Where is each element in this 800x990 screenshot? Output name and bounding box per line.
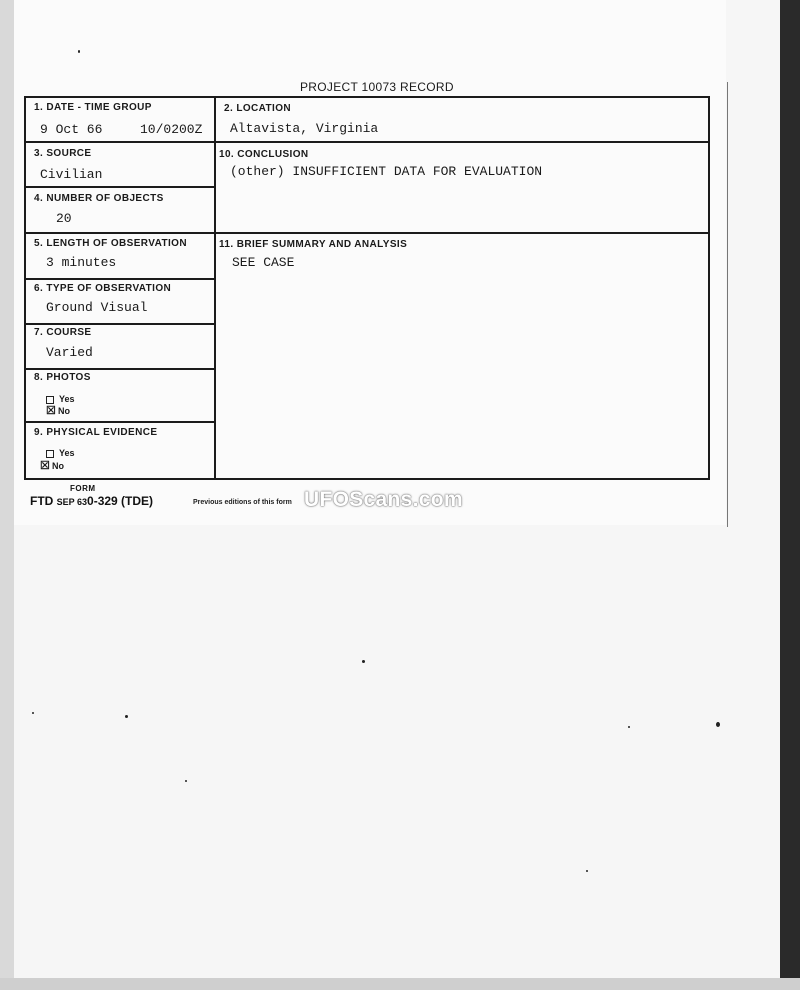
form-date: SEP 63 bbox=[56, 497, 88, 507]
form-right-edge bbox=[727, 82, 728, 527]
scan-edge-bottom bbox=[0, 978, 800, 990]
date-time-group-label: 1. DATE - TIME GROUP bbox=[34, 102, 152, 113]
brief-summary-label: 11. BRIEF SUMMARY AND ANALYSIS bbox=[219, 239, 408, 250]
photos-yes-option: Yes bbox=[46, 394, 75, 404]
source-label: 3. SOURCE bbox=[34, 148, 92, 159]
location-label: 2. LOCATION bbox=[224, 103, 291, 114]
form-identifier bbox=[30, 494, 153, 508]
row-divider bbox=[26, 323, 216, 325]
type-of-observation-label: 6. TYPE OF OBSERVATION bbox=[34, 283, 172, 294]
number-of-objects-value: 20 bbox=[56, 211, 72, 226]
time-value: 10/0200Z bbox=[140, 122, 203, 137]
brief-summary-value: SEE CASE bbox=[232, 255, 295, 270]
physical-evidence-yes-option: Yes bbox=[46, 448, 75, 458]
number-of-objects-label: 4. NUMBER OF OBJECTS bbox=[34, 193, 164, 204]
type-of-observation-value: Ground Visual bbox=[46, 300, 148, 315]
row-divider bbox=[26, 186, 216, 188]
record-title: PROJECT 10073 RECORD bbox=[300, 80, 454, 94]
scan-edge-right bbox=[780, 0, 800, 990]
length-of-observation-label: 5. LENGTH OF OBSERVATION bbox=[34, 238, 187, 249]
form-id: FTD bbox=[30, 494, 54, 508]
scan-speck bbox=[628, 726, 630, 728]
checkbox-empty-icon bbox=[46, 396, 54, 404]
watermark: UFOScans.com bbox=[304, 488, 463, 511]
photos-label: 8. PHOTOS bbox=[34, 372, 91, 383]
record-form-grid bbox=[24, 96, 710, 480]
scan-edge-left bbox=[0, 0, 14, 990]
row-divider bbox=[26, 232, 708, 234]
scan-speck bbox=[32, 712, 34, 714]
photos-no-option: ☒ No bbox=[46, 405, 70, 417]
course-value: Varied bbox=[46, 345, 93, 360]
checkbox-checked-icon: ☒ bbox=[46, 405, 56, 417]
row-divider bbox=[26, 141, 708, 143]
source-value: Civilian bbox=[40, 167, 103, 182]
row-divider bbox=[26, 368, 216, 370]
physical-evidence-label: 9. PHYSICAL EVIDENCE bbox=[34, 427, 158, 438]
scan-speck bbox=[125, 715, 128, 718]
scan-speck bbox=[586, 870, 588, 872]
course-label: 7. COURSE bbox=[34, 327, 92, 338]
length-of-observation-value: 3 minutes bbox=[46, 255, 117, 270]
previous-editions-note: Previous editions of this form bbox=[193, 499, 292, 506]
location-value: Altavista, Virginia bbox=[230, 121, 379, 136]
physical-evidence-no-option: ☒ No bbox=[40, 460, 64, 472]
row-divider bbox=[26, 421, 216, 423]
checkbox-empty-icon bbox=[46, 450, 54, 458]
form-number: 0-329 (TDE) bbox=[87, 494, 154, 508]
scan-speck bbox=[362, 660, 365, 663]
form-label: FORM bbox=[70, 484, 96, 493]
row-divider bbox=[26, 278, 216, 280]
conclusion-value: (other) INSUFFICIENT DATA FOR EVALUATION bbox=[230, 164, 543, 179]
scan-speck bbox=[78, 50, 80, 53]
scan-speck bbox=[716, 722, 720, 727]
conclusion-label: 10. CONCLUSION bbox=[219, 149, 309, 160]
checkbox-checked-icon: ☒ bbox=[40, 460, 50, 472]
scan-speck bbox=[185, 780, 187, 782]
date-value: 9 Oct 66 bbox=[40, 122, 103, 137]
